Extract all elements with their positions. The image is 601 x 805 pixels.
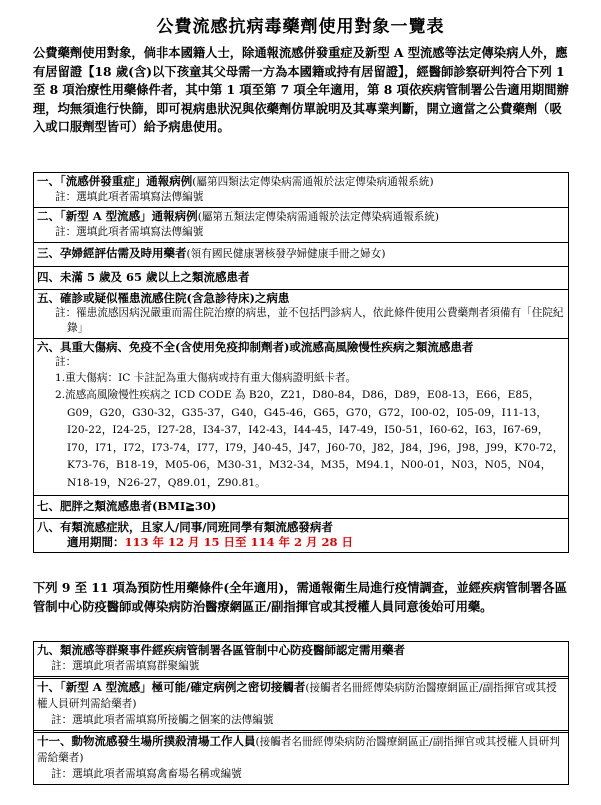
criterion-1-desc: (屬第四類法定傳染病需通報於法定傳染病通報系統): [192, 176, 434, 188]
criterion-11-note: 註：選填此項者需填寫禽畜場名稱或編號: [51, 768, 242, 780]
criterion-10-label: 十、「新型 A 型流感」極可能/確定病例之密切接觸者: [37, 680, 306, 694]
criterion-row-4: [34, 267, 568, 290]
criteria-table-2: [33, 641, 569, 785]
criterion-2-desc: (屬第五類法定傳染病需通報於法定傳染病通報系統): [197, 211, 440, 223]
criterion-row-3: [34, 243, 568, 267]
criterion-row-2: [34, 208, 568, 243]
criterion-row-9: [34, 642, 568, 679]
criterion-row-11: [34, 733, 568, 784]
period-dates: 113 年 12 月 15 日至 114 年 2 月 28 日: [124, 534, 354, 549]
criterion-row-8: [34, 519, 568, 552]
criterion-5-note: 註：罹患流感因病況嚴重而需住院治療的病患，並不包括門診病人，依此條件使用公費藥劑者須備有「住院紀錄」: [55, 307, 564, 334]
criterion-6-note-1: 1.重大傷病：IC 卡註記為重大傷病或持有重大傷病證明紙卡者。: [55, 372, 357, 384]
criterion-1-note: 註：選填此項者需填寫法傳編號: [55, 191, 204, 203]
criterion-7-label: 七、肥胖之類流感患者(BMI≧30): [37, 498, 217, 513]
period-label: 適用期間：: [67, 534, 125, 549]
criterion-6-label: 六、具重大傷病、免疫不全(含使用免疫抑制劑者)或流感高風險慢性疾病之類流感患者: [37, 340, 474, 354]
criterion-5-label: 五、確診或疑似罹患流感住院(含急診待床)之病患: [37, 291, 290, 305]
criterion-6-note-2: 2.流感高風險慢性疾病之 ICD CODE 為 B20，Z21，D80-84，D86，D89，E08-13，E66，E85，G09，G20，G30-32，G35-37，G40，G45-46，G65，G70，G72，I00-02，I05-09，I11-13，I20-22，I24-25，I27-28，I34-37，I42-43，I44-45，I47-49，I50-51，I60-62，I63，I67-69，I70，I71，I72，I73-74，I77，I79，J40-45，J47，J60-70，J82，J84，J96，J98，J99，K70-72，K73-76，B18-19，M05-06，M30-31，M32-34，M35，M94.1，N00-01，N03，N05，N04，N18-19，N26-27，Q89.01，Z90.81。: [55, 389, 564, 489]
criterion-row-1: [34, 173, 568, 208]
criterion-row-7: [34, 496, 568, 519]
criterion-row-10: [34, 679, 568, 733]
criterion-8-period: [37, 535, 565, 550]
criterion-3-desc: (領有國民健康署核發孕婦健康手冊之婦女): [186, 248, 386, 260]
criterion-9-label: 九、類流感等群聚事件經疾病管制署各區管制中心防疫醫師認定需用藥者: [37, 643, 405, 657]
criterion-11-label: 十一、動物流感發生場所撲殺清場工作人員: [37, 734, 256, 748]
criterion-10-note: 註：選填此項者需填寫所接觸之個案的法傳編號: [51, 714, 274, 726]
criterion-2-label: 二、「新型 A 型流感」通報病例: [37, 209, 198, 223]
criterion-11-desc: (接觸者名冊經傳染病防治醫療網區正/副指揮官或其授權人員研判需給藥者): [37, 736, 560, 764]
criterion-2-note: 註：選填此項者需填寫法傳編號: [55, 226, 204, 238]
criterion-9-note: 註：選填此項者需填寫群聚編號: [51, 660, 200, 672]
criterion-row-5: [34, 290, 568, 339]
criterion-3-label: 三、孕婦經評估需及時用藥者: [37, 246, 187, 260]
intro-paragraph: 公費藥劑使用對象，倘非本國籍人士，除通報流感併發重症及新型 A 型流感等法定傳染病人外，應有居留證【18 歲(含)以下孩童其父母需一方為本國籍或持有居留證】，經醫師診察研判符合下列 1 至 8 項治療性用藥條件者，其中第 1 項至第 7 項全年適用，第 8 項依疾病管制署公告適用期間辦理，均無須進行快篩，即可視病患狀況與依藥劑仿單說明及其專業判斷，開立適當之公費藥劑（吸入或口服劑型皆可）給予病患使用。: [33, 45, 569, 135]
criterion-4-label: 四、未滿 5 歲及 65 歲以上之類流感患者: [37, 270, 250, 284]
criterion-10-desc: (接觸者名冊經傳染病防治醫療網區正/副指揮官或其授權人員研判需給藥者): [37, 682, 557, 710]
criterion-row-6: [34, 339, 568, 496]
preventive-intro-paragraph: 下列 9 至 11 項為預防性用藥條件(全年適用)，需通報衛生局進行疫情調查，並經疾病管制署各區管制中心防疫醫師或傳染病防治醫療網區正/副指揮官或其授權人員同意後始可用藥。: [33, 580, 568, 614]
criterion-6-note-label: 註：: [55, 356, 77, 368]
page-title: 公費流感抗病毒藥劑使用對象一覽表: [156, 17, 445, 37]
criterion-1-label: 一、「流感併發重症」通報病例: [37, 174, 193, 188]
criteria-table-1: [33, 172, 569, 553]
criterion-8-label: 八、有類流感症狀，且家人/同事/同班同學有類流感發病者: [37, 519, 333, 534]
